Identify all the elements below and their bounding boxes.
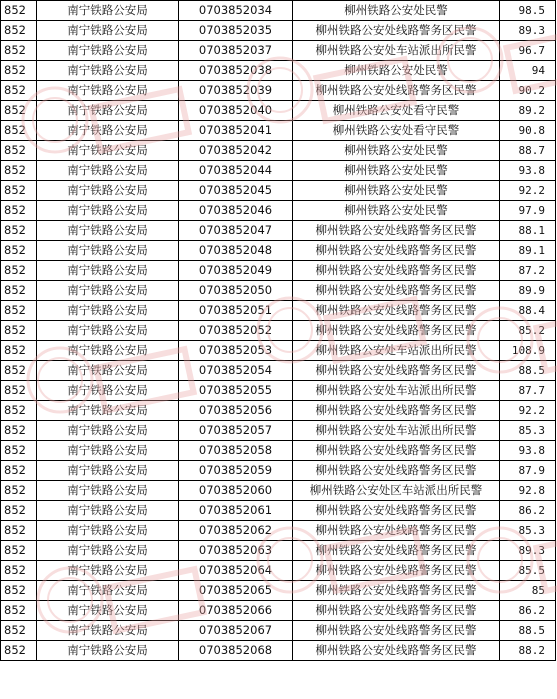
position-code-cell: 0703852054 (179, 361, 293, 381)
position-code-cell: 0703852061 (179, 501, 293, 521)
dept-code-cell: 852 (1, 501, 37, 521)
table-row (1, 101, 556, 121)
employer-cell: 南宁铁路公安局 (37, 541, 179, 561)
table-row (1, 401, 556, 421)
dept-code-cell: 852 (1, 461, 37, 481)
score-cell: 86.2 (500, 501, 556, 521)
position-code-cell: 0703852068 (179, 641, 293, 661)
score-cell: 85.5 (500, 561, 556, 581)
table-row (1, 1, 556, 21)
dept-code-cell: 852 (1, 401, 37, 421)
dept-code-cell: 852 (1, 61, 37, 81)
score-cell: 90.8 (500, 121, 556, 141)
position-name-cell: 柳州铁路公安处线路警务区民警 (293, 621, 500, 641)
table-row (1, 481, 556, 501)
position-name-cell: 柳州铁路公安处线路警务区民警 (293, 281, 500, 301)
table-row (1, 641, 556, 661)
employer-cell: 南宁铁路公安局 (37, 181, 179, 201)
score-cell: 88.1 (500, 221, 556, 241)
dept-code-cell: 852 (1, 341, 37, 361)
table-row (1, 541, 556, 561)
score-cell: 89.1 (500, 241, 556, 261)
employer-cell: 南宁铁路公安局 (37, 561, 179, 581)
position-name-cell: 柳州铁路公安处民警 (293, 181, 500, 201)
table-row (1, 41, 556, 61)
position-name-cell: 柳州铁路公安处车站派出所民警 (293, 341, 500, 361)
dept-code-cell: 852 (1, 81, 37, 101)
score-cell: 92.8 (500, 481, 556, 501)
dept-code-cell: 852 (1, 321, 37, 341)
employer-cell: 南宁铁路公安局 (37, 581, 179, 601)
table-row (1, 601, 556, 621)
table-row (1, 201, 556, 221)
score-cell: 87.7 (500, 381, 556, 401)
employer-cell: 南宁铁路公安局 (37, 141, 179, 161)
table-row (1, 501, 556, 521)
table-row (1, 141, 556, 161)
position-name-cell: 柳州铁路公安处线路警务区民警 (293, 541, 500, 561)
employer-cell: 南宁铁路公安局 (37, 221, 179, 241)
position-name-cell: 柳州铁路公安处民警 (293, 161, 500, 181)
table-row (1, 261, 556, 281)
position-code-cell: 0703852067 (179, 621, 293, 641)
position-code-cell: 0703852059 (179, 461, 293, 481)
position-code-cell: 0703852038 (179, 61, 293, 81)
position-code-cell: 0703852041 (179, 121, 293, 141)
employer-cell: 南宁铁路公安局 (37, 281, 179, 301)
position-name-cell: 柳州铁路公安处民警 (293, 1, 500, 21)
table-row (1, 521, 556, 541)
position-name-cell: 柳州铁路公安处线路警务区民警 (293, 321, 500, 341)
employer-cell: 南宁铁路公安局 (37, 601, 179, 621)
table-row (1, 561, 556, 581)
position-code-cell: 0703852060 (179, 481, 293, 501)
position-code-cell: 0703852062 (179, 521, 293, 541)
employer-cell: 南宁铁路公安局 (37, 241, 179, 261)
table-row (1, 61, 556, 81)
employer-cell: 南宁铁路公安局 (37, 101, 179, 121)
position-code-cell: 0703852046 (179, 201, 293, 221)
score-cell: 88.5 (500, 621, 556, 641)
employer-cell: 南宁铁路公安局 (37, 121, 179, 141)
table-row (1, 81, 556, 101)
table-row (1, 461, 556, 481)
dept-code-cell: 852 (1, 241, 37, 261)
table-row (1, 181, 556, 201)
employer-cell: 南宁铁路公安局 (37, 401, 179, 421)
dept-code-cell: 852 (1, 201, 37, 221)
dept-code-cell: 852 (1, 441, 37, 461)
position-code-cell: 0703852058 (179, 441, 293, 461)
position-name-cell: 柳州铁路公安处看守民警 (293, 121, 500, 141)
dept-code-cell: 852 (1, 1, 37, 21)
dept-code-cell: 852 (1, 381, 37, 401)
employer-cell: 南宁铁路公安局 (37, 381, 179, 401)
employer-cell: 南宁铁路公安局 (37, 261, 179, 281)
position-name-cell: 柳州铁路公安处线路警务区民警 (293, 501, 500, 521)
position-name-cell: 柳州铁路公安处线路警务区民警 (293, 221, 500, 241)
position-name-cell: 柳州铁路公安处线路警务区民警 (293, 441, 500, 461)
employer-cell: 南宁铁路公安局 (37, 321, 179, 341)
employer-cell: 南宁铁路公安局 (37, 361, 179, 381)
position-name-cell: 柳州铁路公安处线路警务区民警 (293, 261, 500, 281)
position-name-cell: 柳州铁路公安处车站派出所民警 (293, 421, 500, 441)
employer-cell: 南宁铁路公安局 (37, 641, 179, 661)
position-name-cell: 柳州铁路公安处线路警务区民警 (293, 81, 500, 101)
score-cell: 89.3 (500, 541, 556, 561)
dept-code-cell: 852 (1, 181, 37, 201)
position-code-cell: 0703852044 (179, 161, 293, 181)
score-cell: 87.2 (500, 261, 556, 281)
table-row (1, 581, 556, 601)
position-name-cell: 柳州铁路公安处区车站派出所民警 (293, 481, 500, 501)
table-row (1, 321, 556, 341)
dept-code-cell: 852 (1, 621, 37, 641)
position-code-cell: 0703852049 (179, 261, 293, 281)
dept-code-cell: 852 (1, 521, 37, 541)
dept-code-cell: 852 (1, 281, 37, 301)
table-row (1, 281, 556, 301)
score-cell: 85.3 (500, 521, 556, 541)
position-code-cell: 0703852056 (179, 401, 293, 421)
position-code-cell: 0703852055 (179, 381, 293, 401)
dept-code-cell: 852 (1, 41, 37, 61)
score-cell: 85.3 (500, 421, 556, 441)
position-name-cell: 柳州铁路公安处线路警务区民警 (293, 461, 500, 481)
dept-code-cell: 852 (1, 581, 37, 601)
position-name-cell: 柳州铁路公安处线路警务区民警 (293, 361, 500, 381)
dept-code-cell: 852 (1, 541, 37, 561)
employer-cell: 南宁铁路公安局 (37, 501, 179, 521)
position-code-cell: 0703852040 (179, 101, 293, 121)
position-code-cell: 0703852039 (179, 81, 293, 101)
employer-cell: 南宁铁路公安局 (37, 441, 179, 461)
position-code-cell: 0703852050 (179, 281, 293, 301)
position-name-cell: 柳州铁路公安处线路警务区民警 (293, 561, 500, 581)
dept-code-cell: 852 (1, 361, 37, 381)
table-row (1, 121, 556, 141)
table-row (1, 241, 556, 261)
position-name-cell: 柳州铁路公安处车站派出所民警 (293, 41, 500, 61)
employer-cell: 南宁铁路公安局 (37, 81, 179, 101)
dept-code-cell: 852 (1, 601, 37, 621)
position-code-cell: 0703852047 (179, 221, 293, 241)
score-cell: 89.9 (500, 281, 556, 301)
employer-cell: 南宁铁路公安局 (37, 41, 179, 61)
employer-cell: 南宁铁路公安局 (37, 201, 179, 221)
dept-code-cell: 852 (1, 561, 37, 581)
score-cell: 86.2 (500, 601, 556, 621)
score-cell: 88.4 (500, 301, 556, 321)
table-row (1, 441, 556, 461)
dept-code-cell: 852 (1, 641, 37, 661)
score-cell: 89.3 (500, 21, 556, 41)
position-name-cell: 柳州铁路公安处线路警务区民警 (293, 241, 500, 261)
position-name-cell: 柳州铁路公安处车站派出所民警 (293, 381, 500, 401)
dept-code-cell: 852 (1, 221, 37, 241)
score-cell: 90.2 (500, 81, 556, 101)
position-code-cell: 0703852052 (179, 321, 293, 341)
score-cell: 88.2 (500, 641, 556, 661)
position-code-cell: 0703852035 (179, 21, 293, 41)
employer-cell: 南宁铁路公安局 (37, 621, 179, 641)
score-cell: 85 (500, 581, 556, 601)
position-name-cell: 柳州铁路公安处线路警务区民警 (293, 21, 500, 41)
position-name-cell: 柳州铁路公安处线路警务区民警 (293, 521, 500, 541)
position-code-cell: 0703852048 (179, 241, 293, 261)
table-row (1, 361, 556, 381)
employer-cell: 南宁铁路公安局 (37, 161, 179, 181)
table-row (1, 301, 556, 321)
score-table-body (1, 1, 556, 661)
employer-cell: 南宁铁路公安局 (37, 521, 179, 541)
position-code-cell: 0703852051 (179, 301, 293, 321)
score-cell: 93.8 (500, 441, 556, 461)
employer-cell: 南宁铁路公安局 (37, 421, 179, 441)
position-code-cell: 0703852042 (179, 141, 293, 161)
position-code-cell: 0703852057 (179, 421, 293, 441)
dept-code-cell: 852 (1, 161, 37, 181)
score-cell: 94 (500, 61, 556, 81)
position-code-cell: 0703852037 (179, 41, 293, 61)
position-code-cell: 0703852034 (179, 1, 293, 21)
position-name-cell: 柳州铁路公安处线路警务区民警 (293, 601, 500, 621)
table-row (1, 421, 556, 441)
position-code-cell: 0703852045 (179, 181, 293, 201)
position-code-cell: 0703852065 (179, 581, 293, 601)
employer-cell: 南宁铁路公安局 (37, 481, 179, 501)
dept-code-cell: 852 (1, 421, 37, 441)
table-row (1, 161, 556, 181)
employer-cell: 南宁铁路公安局 (37, 61, 179, 81)
dept-code-cell: 852 (1, 301, 37, 321)
position-code-cell: 0703852063 (179, 541, 293, 561)
position-code-cell: 0703852053 (179, 341, 293, 361)
score-cell: 97.9 (500, 201, 556, 221)
dept-code-cell: 852 (1, 481, 37, 501)
table-row (1, 221, 556, 241)
score-cell: 92.2 (500, 181, 556, 201)
score-cell: 85.2 (500, 321, 556, 341)
position-name-cell: 柳州铁路公安处线路警务区民警 (293, 301, 500, 321)
position-name-cell: 柳州铁路公安处线路警务区民警 (293, 581, 500, 601)
score-cell: 89.2 (500, 101, 556, 121)
score-cell: 98.5 (500, 1, 556, 21)
score-cell: 108.9 (500, 341, 556, 361)
score-cell: 88.5 (500, 361, 556, 381)
dept-code-cell: 852 (1, 21, 37, 41)
score-cell: 93.8 (500, 161, 556, 181)
position-name-cell: 柳州铁路公安处线路警务区民警 (293, 401, 500, 421)
score-cell: 92.2 (500, 401, 556, 421)
employer-cell: 南宁铁路公安局 (37, 461, 179, 481)
position-name-cell: 柳州铁路公安处民警 (293, 61, 500, 81)
dept-code-cell: 852 (1, 121, 37, 141)
dept-code-cell: 852 (1, 101, 37, 121)
employer-cell: 南宁铁路公安局 (37, 21, 179, 41)
position-name-cell: 柳州铁路公安处看守民警 (293, 101, 500, 121)
employer-cell: 南宁铁路公安局 (37, 341, 179, 361)
position-name-cell: 柳州铁路公安处民警 (293, 201, 500, 221)
employer-cell: 南宁铁路公安局 (37, 301, 179, 321)
position-name-cell: 柳州铁路公安处民警 (293, 141, 500, 161)
score-cell: 88.7 (500, 141, 556, 161)
position-name-cell: 柳州铁路公安处线路警务区民警 (293, 641, 500, 661)
position-code-cell: 0703852066 (179, 601, 293, 621)
dept-code-cell: 852 (1, 141, 37, 161)
score-cell: 87.9 (500, 461, 556, 481)
table-row (1, 381, 556, 401)
score-cell: 96.7 (500, 41, 556, 61)
employer-cell: 南宁铁路公安局 (37, 1, 179, 21)
table-row (1, 21, 556, 41)
dept-code-cell: 852 (1, 261, 37, 281)
position-code-cell: 0703852064 (179, 561, 293, 581)
table-row (1, 341, 556, 361)
table-row (1, 621, 556, 641)
